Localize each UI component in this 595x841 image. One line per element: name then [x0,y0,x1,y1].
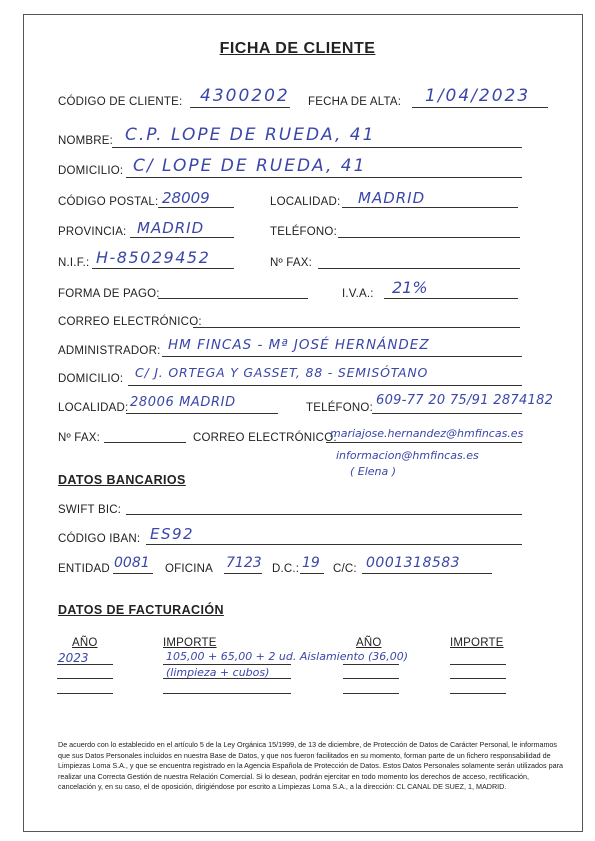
provincia-label: PROVINCIA: [58,226,127,238]
telefono-line[interactable] [338,237,520,238]
admin-localidad-line [126,413,278,414]
admin-correo-value-2[interactable]: informacion@hmfincas.es [336,449,479,462]
oficina-label: OFICINA [165,563,214,575]
fecha-alta-line [412,107,548,108]
domicilio-value[interactable]: C/ LOPE DE RUEDA, 41 [133,156,367,176]
entidad-line [113,573,153,574]
oficina-line [224,573,262,574]
cc-value[interactable]: 0001318583 [366,555,461,571]
admin-telefono-value[interactable]: 609-77 20 75/91 2874182 [376,393,554,408]
admin-fax-line[interactable] [104,442,186,443]
iva-line [384,298,518,299]
dc-value[interactable]: 19 [302,555,320,571]
provincia-line [130,237,234,238]
admin-localidad-label: LOCALIDAD: [58,402,129,414]
ano-header-1: AÑO [72,637,98,649]
fact-row1-ano[interactable]: 2023 [58,651,89,665]
importe-header-2: IMPORTE [450,637,504,649]
fact-row1-importe[interactable]: 105,00 + 65,00 + 2 ud. Aislamiento (36,00) [166,650,409,663]
codigo-cliente-line [190,107,290,108]
cc-label: C/C: [333,563,357,575]
administrador-label: ADMINISTRADOR: [58,345,161,357]
fax-label: Nº FAX: [270,257,313,269]
fact-ano1-line-2[interactable] [57,678,113,679]
dc-line [300,573,324,574]
admin-correo-value-3[interactable]: ( Elena ) [350,465,397,478]
admin-correo-value-1[interactable]: mariajose.hernandez@hmfincas.es [330,427,524,440]
telefono-label: TELÉFONO: [270,226,337,238]
codigo-postal-line [158,207,234,208]
admin-localidad-value[interactable]: 28006 MADRID [130,395,236,410]
legal-notice: De acuerdo con lo establecido en el artículo 5 de la Ley Orgánica 15/1999, de 13 de diciembre, de Protección de Datos de Carácter Personal, le informamos que sus Datos Personales incluidos en nuestra Base de Datos, y que nos fueron facilitados en su momento, forman parte de un fichero responsabilidad de Limpiezas Loma S.A., y que se encuentra registrado en la Agencia Española de Protección de Datos. Estos Datos Personales solamente serán utilizados para realizar una Correcta Gestión de nuestra Relación Comercial. Si lo desean, podrán ejercitar en todo momento los derechos de acceso, rectificación, cancelación y, en su caso, el de oposición, dirigiéndose por escrito a Limpiezas Loma S.A., a la dirección: CL CANAL DE SUEZ, 1, MADRID. [58,740,564,792]
nombre-line [112,147,522,148]
administrador-line [162,356,522,357]
codigo-postal-value[interactable]: 28009 [162,189,210,207]
fecha-alta-label: FECHA DE ALTA: [308,96,402,108]
admin-correo-line [326,442,522,443]
admin-fax-label: Nº FAX: [58,432,101,444]
correo-line[interactable] [193,327,520,328]
fact-ano1-line-3[interactable] [57,693,113,694]
domicilio-line [126,177,522,178]
localidad-value[interactable]: MADRID [358,189,426,207]
dc-label: D.C.: [272,563,300,575]
fact-ano2-line-2[interactable] [343,678,399,679]
fact-importe2-line-3[interactable] [450,693,506,694]
nif-line [92,268,234,269]
ano-header-2: AÑO [356,637,382,649]
localidad-label: LOCALIDAD: [270,196,341,208]
nombre-value[interactable]: C.P. LOPE DE RUEDA, 41 [125,125,376,145]
fact-importe1-line-1 [163,664,291,665]
admin-correo-label: CORREO ELECTRÓNICO: [193,432,337,444]
domicilio-label: DOMICILIO: [58,165,124,177]
forma-pago-line[interactable] [158,298,308,299]
iban-label: CÓDIGO IBAN: [58,533,141,545]
nif-value[interactable]: H-85029452 [96,248,211,267]
codigo-cliente-value[interactable]: 4300202 [200,86,290,106]
codigo-cliente-label: CÓDIGO DE CLIENTE: [58,96,183,108]
swift-label: SWIFT BIC: [58,504,122,516]
provincia-value[interactable]: MADRID [137,219,205,237]
fact-importe2-line-1 [450,664,506,665]
fecha-alta-value[interactable]: 1/04/2023 [425,86,531,106]
entidad-value[interactable]: 0081 [114,555,150,571]
nombre-label: NOMBRE: [58,135,114,147]
datos-bancarios-heading: DATOS BANCARIOS [58,473,186,487]
admin-telefono-label: TELÉFONO: [306,402,373,414]
admin-domicilio-value[interactable]: C/ J. ORTEGA Y GASSET, 88 - SEMISÓTANO [135,365,429,380]
fax-line[interactable] [318,268,520,269]
localidad-line [342,207,518,208]
cc-line [362,573,492,574]
administrador-value[interactable]: HM FINCAS - Mª JOSÉ HERNÁNDEZ [168,337,430,353]
fact-ano2-line-1[interactable] [343,664,399,665]
codigo-postal-label: CÓDIGO POSTAL: [58,196,159,208]
datos-facturacion-heading: DATOS DE FACTURACIÓN [58,603,224,617]
iban-value[interactable]: ES92 [150,525,195,543]
admin-domicilio-label: DOMICILIO: [58,373,124,385]
swift-line[interactable] [126,514,522,515]
fact-row2-importe[interactable]: (limpieza + cubos) [166,666,270,679]
correo-label: CORREO ELECTRÓNICO: [58,316,202,328]
importe-header-1: IMPORTE [163,637,217,649]
oficina-value[interactable]: 7123 [226,555,262,571]
fact-importe1-line-3[interactable] [163,693,291,694]
iva-label: I.V.A.: [342,288,374,300]
forma-pago-label: FORMA DE PAGO: [58,288,160,300]
admin-telefono-line [372,413,522,414]
page-title: FICHA DE CLIENTE [219,40,376,57]
entidad-label: ENTIDAD [58,563,110,575]
iva-value[interactable]: 21% [392,278,428,297]
fact-importe2-line-2[interactable] [450,678,506,679]
fact-ano2-line-3[interactable] [343,693,399,694]
nif-label: N.I.F.: [58,257,90,269]
admin-domicilio-line [128,385,522,386]
iban-line [146,544,522,545]
